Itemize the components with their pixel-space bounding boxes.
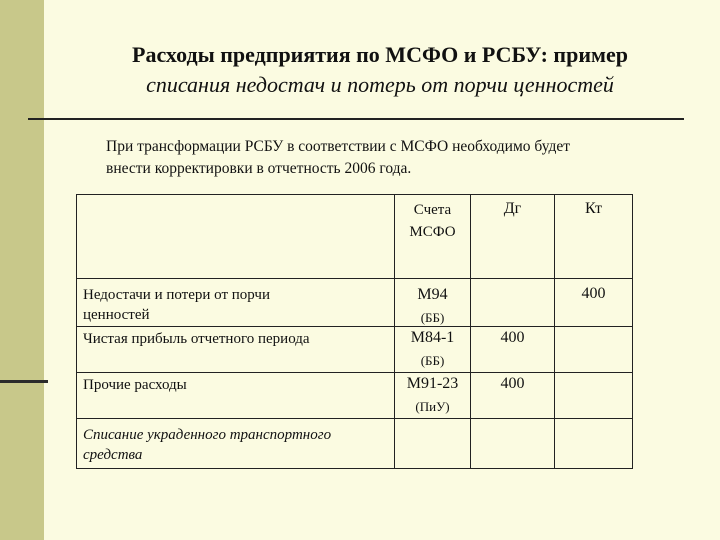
row-label — [77, 373, 395, 419]
row-label-line2: средства — [83, 447, 143, 463]
account-code: М94 — [417, 286, 448, 303]
row-credit — [555, 419, 633, 469]
row-label-line1: Прочие расходы — [83, 377, 187, 393]
slide-title-line2: списания недостач и потерь от порчи ценностей — [146, 72, 614, 97]
table-row — [77, 419, 633, 469]
row-credit — [555, 373, 633, 419]
intro-line1: При трансформации РСБУ в соответствии с МСФО необходимо будет — [106, 138, 571, 155]
table-row — [77, 373, 633, 419]
row-debit — [471, 279, 555, 327]
intro-line2: внести корректировки в отчетность 2006 года. — [106, 160, 412, 177]
slide-title — [60, 40, 700, 100]
row-label-line1: Чистая прибыль отчетного периода — [83, 331, 310, 347]
side-accent-bar — [0, 0, 44, 540]
row-label — [77, 279, 395, 327]
table-row — [77, 327, 633, 373]
header-accounts — [395, 195, 471, 279]
row-label — [77, 327, 395, 373]
row-account — [395, 327, 471, 373]
row-label-line2: ценностей — [83, 307, 150, 323]
table-row — [77, 279, 633, 327]
account-note: (ББ) — [420, 310, 445, 325]
side-accent-tick — [0, 380, 48, 383]
header-empty-cell — [77, 195, 395, 279]
row-account — [395, 419, 471, 469]
title-divider — [28, 118, 684, 120]
header-accounts-line2: МСФО — [409, 224, 456, 240]
row-credit: 400 — [555, 279, 633, 327]
account-code: М91-23 — [406, 375, 459, 392]
header-credit: Кт — [555, 195, 633, 279]
row-debit: 400 — [471, 327, 555, 373]
account-note: (ББ) — [420, 353, 445, 368]
header-debit: Дг — [471, 195, 555, 279]
row-debit: 400 — [471, 373, 555, 419]
row-label-line1: Списание украденного транспортного — [83, 427, 332, 443]
header-accounts-line1: Счета — [413, 202, 452, 218]
row-label — [77, 419, 395, 469]
intro-text — [106, 136, 686, 180]
account-code: М84-1 — [410, 329, 455, 346]
row-account — [395, 373, 471, 419]
row-debit — [471, 419, 555, 469]
table-header-row — [77, 195, 633, 279]
slide-title-line1: Расходы предприятия по МСФО и РСБУ: пример — [132, 42, 628, 67]
row-credit — [555, 327, 633, 373]
account-note: (ПиУ) — [415, 399, 450, 414]
row-account — [395, 279, 471, 327]
row-label-line1: Недостачи и потери от порчи — [83, 287, 271, 303]
accounting-table — [76, 194, 633, 469]
